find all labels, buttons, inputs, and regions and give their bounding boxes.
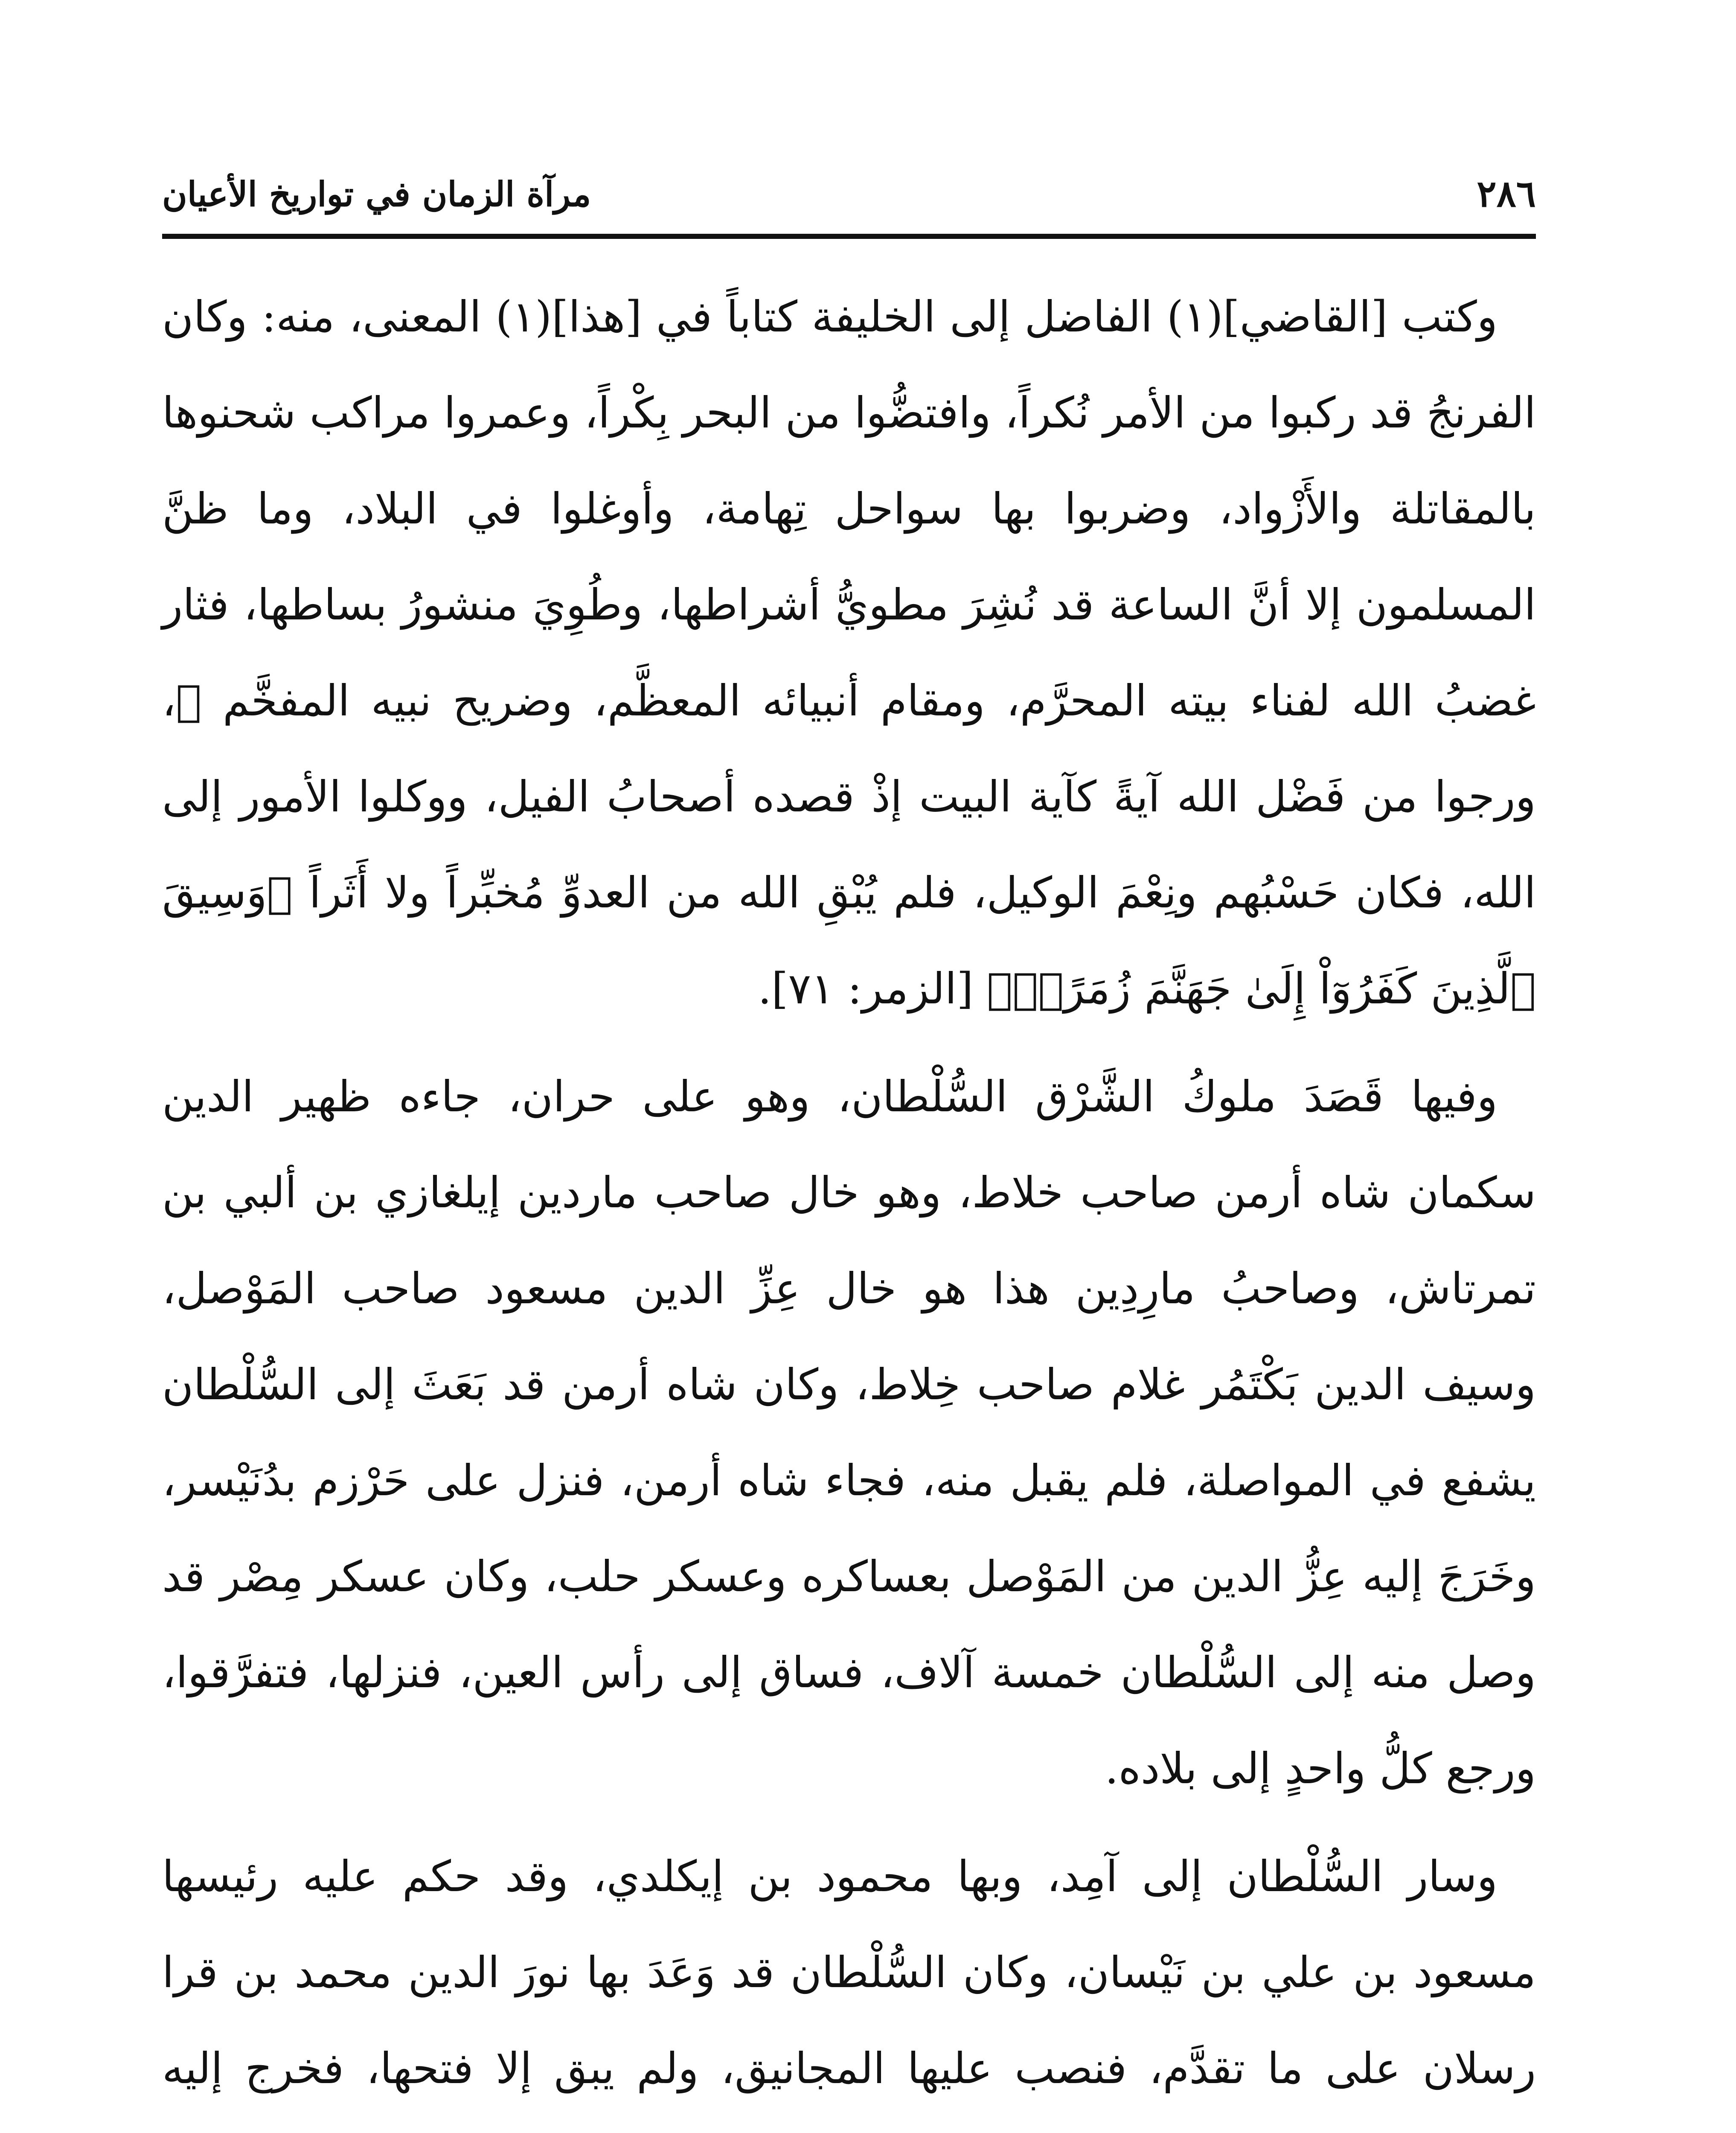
paragraph-3: وسار السُّلْطان إلى آمِد، وبها محمود بن إيكلدي، وقد حكم عليه رئيسها مسعود بن علي بن نَيْسان، وكان السُّلْطان قد وَعَدَ بها نورَ الدين محمد بن قرا رسلان على ما تقدَّم، فنصب عليها المجانيق، ولم يبق إلا فتحها، فخرج إليه [162, 1851, 1536, 2093]
paragraph-2: وفيها قَصَدَ ملوكُ الشَّرْق السُّلْطان، وهو على حران، جاءه ظهير الدين سكمان شاه أرمن صاحب خلاط، وهو خال صاحب ماردين إيلغازي بن ألبي بن تمرتاش، وصاحبُ مارِدِين هذا هو خال عِزِّ الدين مسعود صاحب المَوْصل، وسيف الدين بَكْتَمُر غلام صاحب خِلاط، وكان شاه أرمن قد بَعَثَ إلى السُّلْطان يشفع في المواصلة، فلم يقبل منه، فجاء شاه أرمن، فنزل على حَرْزم بدُنَيْسر، وخَرَجَ إليه عِزُّ الدين من المَوْصل بعساكره وعسكر حلب، وكان عسكر مِصْر قد وصل منه إلى السُّلْطان خمسة آلاف، فساق إلى رأس العين، فنزلها، فتفرَّقوا، ورجع كلُّ واحدٍ إلى بلاده. [162, 1072, 1536, 1793]
body-text [162, 269, 1536, 2133]
book-page [162, 162, 1536, 2133]
paragraph-1: وكتب [القاضي](١) الفاضل إلى الخليفة كتاباً في [هذا](١) المعنى، منه: وكان الفرنجُ قد ركبوا من الأمر نُكراً، وافتضُّوا من البحر بِكْراً، وعمروا مراكب شحنوها بالمقاتلة والأَزْواد، وضربوا بها سواحل تِهامة، وأوغلوا في البلاد، وما ظنَّ المسلمون إلا أنَّ الساعة قد نُشِرَ مطويُّ أشراطها، وطُوِيَ منشورُ بساطها، فثار غضبُ الله لفناء بيته المحرَّم، ومقام أنبيائه المعظَّم، وضريح نبيه المفخَّم ﷺ، ورجوا من فَضْل الله آيةً كآية البيت إذْ قصده أصحابُ الفيل، ووكلوا الأمور إلى الله، فكان حَسْبُهم ونِعْمَ الوكيل، فلم يُبْقِ الله من العدوِّ مُخبِّراً ولا أَثَراً ﴿وَسِيقَ ٱلَّذِينَ كَفَرُوٓاْ إِلَىٰ جَهَنَّمَ زُمَرًاۖ﴾ [الزمر: ٧١]. [162, 292, 1536, 1014]
page-number: ٢٨٦ [1477, 172, 1536, 215]
running-header [162, 162, 1536, 226]
book-title: مرآة الزمان في تواريخ الأعيان [162, 174, 591, 214]
header-rule [162, 234, 1536, 239]
